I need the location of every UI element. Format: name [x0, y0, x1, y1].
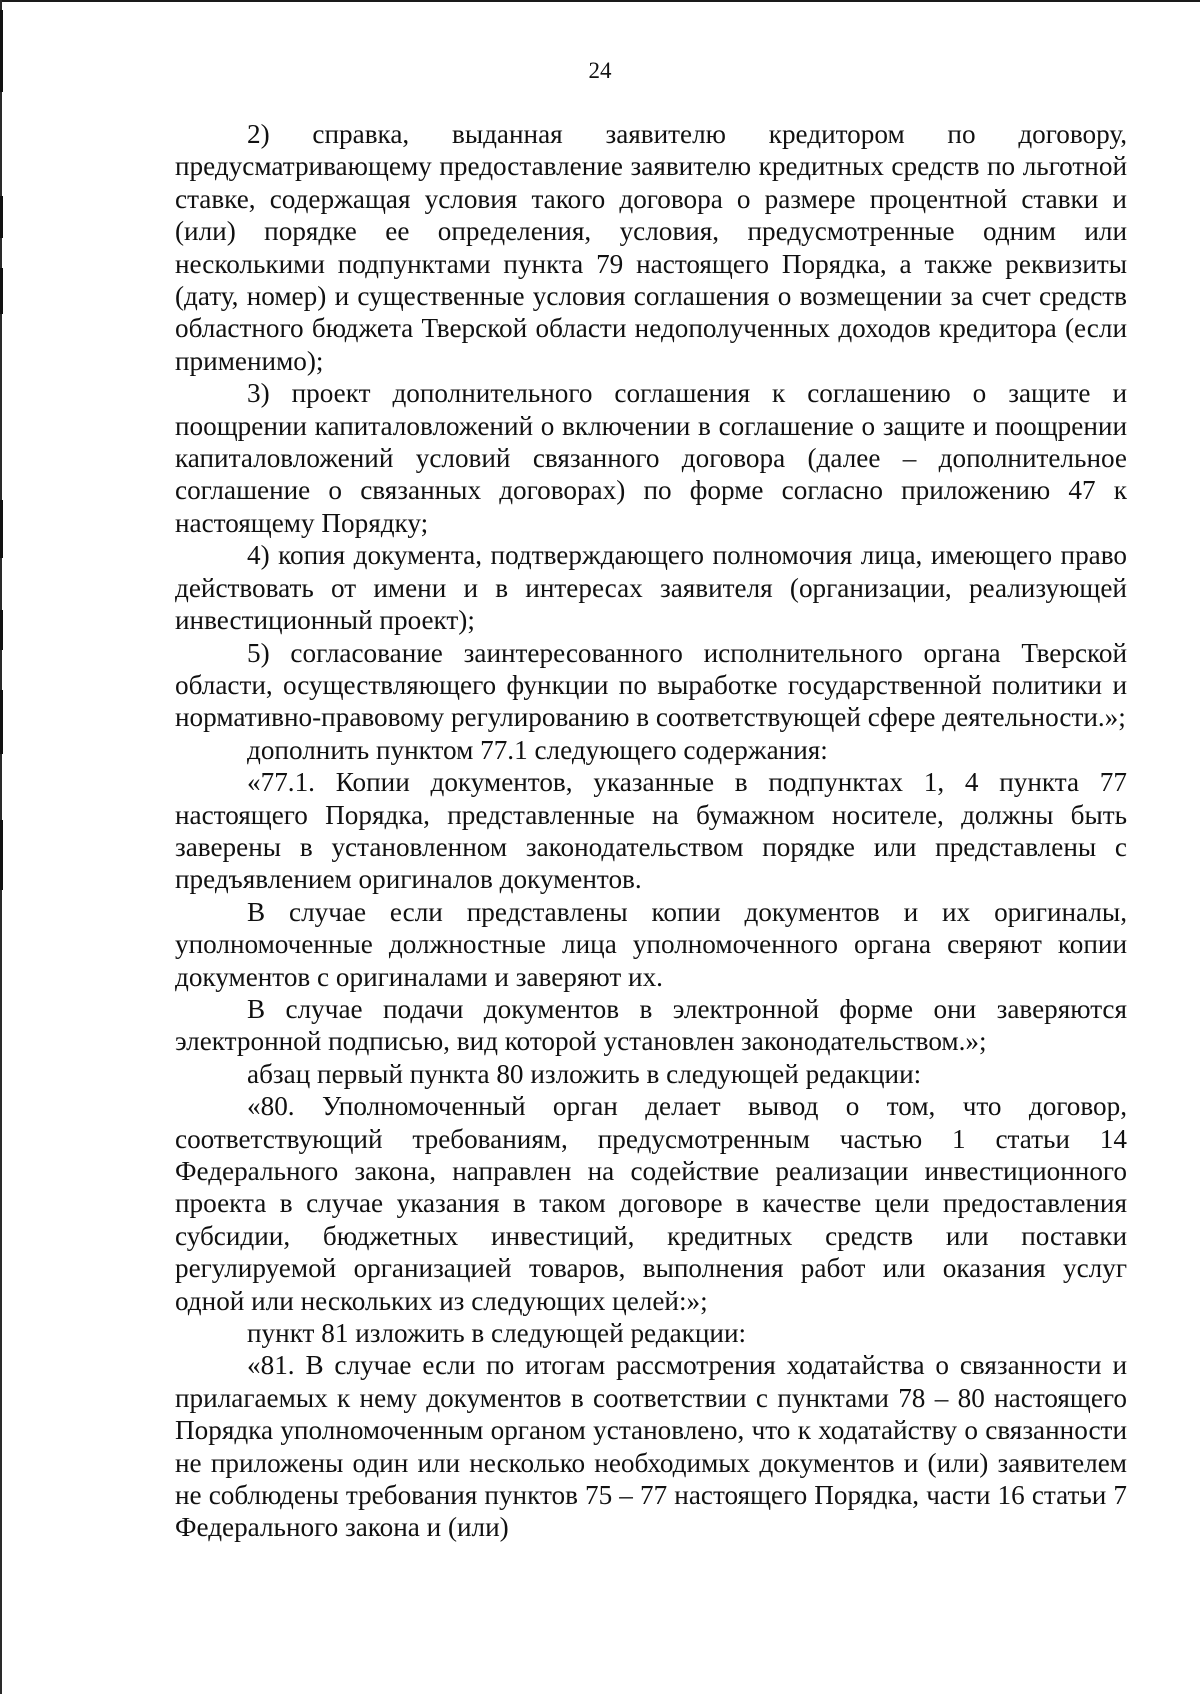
paragraph-amend-80: абзац первый пункта 80 изложить в следующей редакции: [247, 1058, 922, 1089]
scan-artifact-mark [0, 500, 3, 558]
scan-artifact-mark [0, 690, 3, 754]
paragraph-copies-originals: В случае если представлены копии документов и их оригиналы, уполномоченные должностные лица уполномоченного органа сверяют копии документов с оригиналами и заверяют их. [175, 896, 1127, 992]
paragraph-80: «80. Уполномоченный орган делает вывод о том, что договор, соответствующий требованиям, предусмотренным частью 1 статьи 14 Федерального закона, направлен на содействие реализации инвестиционного проекта в случае указания в таком договоре в качестве цели предоставления субсидии, бюджетных инвестиций, кредитных средств или поставки регулируемой организацией товаров, выполнения работ или оказания услуг одной или нескольких из следующих целей:»; [175, 1091, 1127, 1316]
paragraph-amend-81: пункт 81 изложить в следующей редакции: [247, 1318, 747, 1349]
paragraph-81: «81. В случае если по итогам рассмотрения ходатайства о связанности и прилагаемых к нему документов в соответствии с пунктами 78 – 80 настоящего Порядка уполномоченным органом установлено, что к ходатайству о связанности не приложены один или несколько необходимых документов и (или) заявителем не соблюдены требования пунктов 75 – 77 настоящего Порядка, части 16 статьи 7 Федерального закона и (или) [175, 1350, 1127, 1543]
scan-artifact-mark [0, 268, 3, 314]
paragraph-amend-77-1: дополнить пунктом 77.1 следующего содержания: [247, 734, 828, 765]
paragraph-item-2: 2) справка, выданная заявителю кредитором по договору, предусматривающему предоставление заявителю кредитных средств по льготной ставке, содержащая условия такого договора о размере процентной ставки и (или) порядке ее определения, условия, предусмотренные одним или несколькими подпунктами пункта 79 настоящего Порядка, а также реквизиты (дату, номер) и существенные условия соглашения о возмещении за счет средств областного бюджета Тверской области недополученных доходов кредитора (если применимо); [175, 119, 1127, 376]
paragraph-item-3: 3) проект дополнительного соглашения к соглашению о защите и поощрении капиталовложений о включении в соглашение о защите и поощрении капиталовложений условий связанного договора (далее – дополнительное соглашение о связанных договорах) по форме согласно приложению 47 к настоящему Порядку; [175, 378, 1127, 538]
paragraph-77-1: «77.1. Копии документов, указанные в подпунктах 1, 4 пункта 77 настоящего Порядка, представленные на бумажном носителе, должны быть заверены в установленном законодательством порядке или представлены с предъявлением оригиналов документов. [175, 767, 1127, 895]
scan-artifact-mark [0, 610, 3, 650]
scan-artifact-mark [0, 820, 3, 890]
scan-artifact-mark [0, 196, 3, 238]
scan-top-edge [0, 0, 1200, 2]
paragraph-electronic-form: В случае подачи документов в электронной форме они заверяются электронной подписью, вид которой установлен законодательством.»; [175, 993, 1127, 1057]
document-body [175, 118, 1127, 1544]
paragraph-item-5: 5) согласование заинтересованного исполнительного органа Тверской области, осуществляющего функции по выработке государственной политики и нормативно-правовому регулированию в соответствующей сфере деятельности.»; [175, 637, 1127, 733]
paragraph-item-4: 4) копия документа, подтверждающего полномочия лица, имеющего право действовать от имени и в интересах заявителя (организации, реализующей инвестиционный проект); [175, 540, 1127, 636]
page-number: 24 [588, 58, 612, 83]
